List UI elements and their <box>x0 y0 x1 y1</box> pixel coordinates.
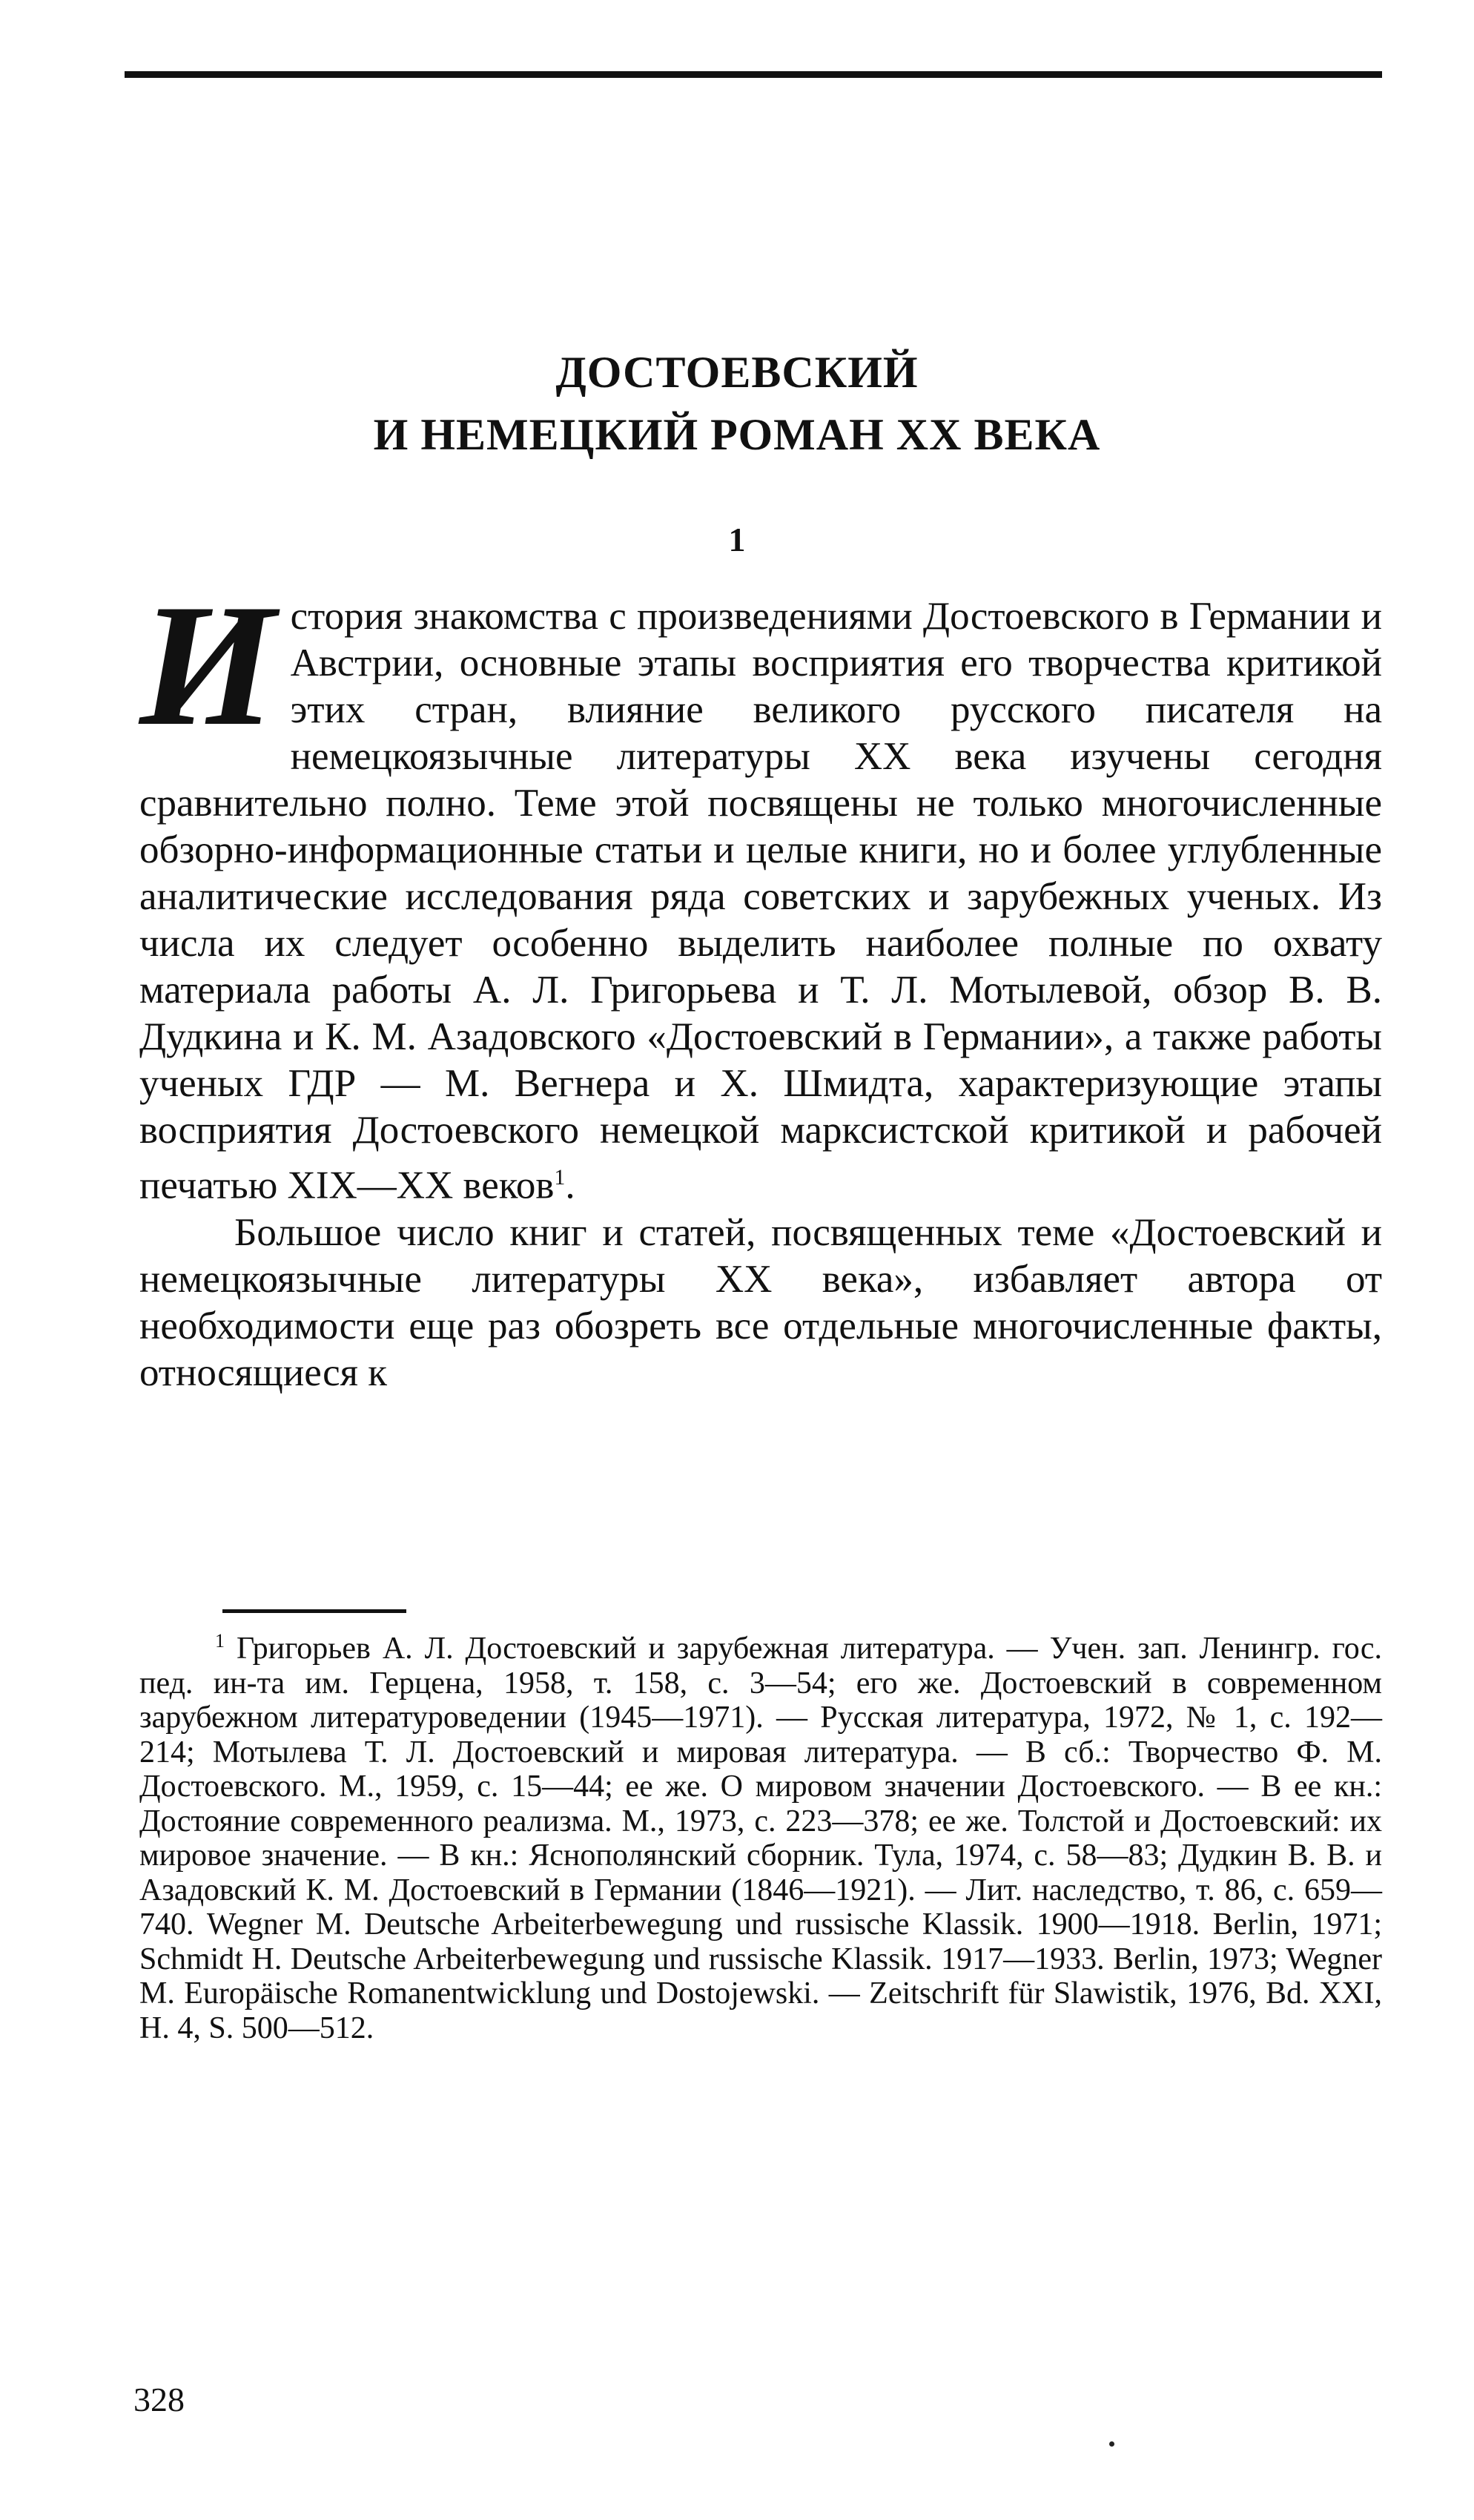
paragraph-1-text: стория знакомства с произведениями Достоевского в Германии и Австрии, основные этапы восприятия его творчества критикой этих стран, влияние великого русского писателя на немецкоязычные литературы XX века изучены сегодня сравнительно полно. Теме этой посвящены не только многочисленные обзорно-информационные статьи и целые книги, но и более углубленные аналитические исследования ряда советских и зарубежных ученых. Из числа их следует особенно выделить наиболее полные по охвату материала работы А. Л. Григорьева и Т. Л. Мотылевой, обзор В. В. Дудкина и К. М. Азадовского «Достоевский в Германии», а также работы ученых ГДР — М. Вегнера и Х. Шмидта, характеризующие этапы восприятия Достоевского немецкой марксистской критикой и рабочей печатью XIX—XX веков <box>139 595 1382 1207</box>
footnote-1 <box>139 1624 1382 2045</box>
footnote-reference: 1 <box>554 1165 566 1190</box>
footnote-text: Григорьев А. Л. Достоевский и зарубежная литература. — Учен. зап. Ленингр. гос. пед. ин-та им. Герцена, 1958, т. 158, с. 3—54; его же. Достоевский в современном зарубежном литературоведении (1945—1971). — Русская литература, 1972, № 1, с. 192—214; Мотылева Т. Л. Достоевский и мировая литература. — В сб.: Творчество Ф. М. Достоевского. М., 1959, с. 15—44; ее же. О мировом значении Достоевского. — В ее кн.: Достояние современного реализма. М., 1973, с. 223—378; ее же. Толстой и Достоевский: их мировое значение. — В кн.: Яснополянский сборник. Тула, 1974, с. 58—83; Дудкин В. В. и Азадовский К. М. Достоевский в Германии (1846—1921). — Лит. наследство, т. 86, с. 659—740. Wegner M. Deutsche Arbeiterbewegung und russische Klassik. 1900—1918. Berlin, 1971; Schmidt H. Deutsche Arbeiterbewegung und russische Klassik. 1917—1933. Berlin, 1973; Wegner M. Europäische Romanentwicklung und Dostojewski. — Zeitschrift für Slawistik, 1976, Bd. XXI, H. 4, S. 500—512. <box>139 1632 1382 2045</box>
drop-cap: И <box>139 569 276 762</box>
chapter-title <box>0 341 1474 466</box>
top-rule <box>125 71 1382 78</box>
title-line-2: И НЕМЕЦКИЙ РОМАН XX ВЕКА <box>373 410 1101 459</box>
print-speck <box>1109 2441 1114 2447</box>
footnote-marker: 1 <box>215 1630 225 1652</box>
paragraph-2: Большое число книг и статей, посвященных теме «Достоевский и немецкоязычные литературы XX века», избавляет автора от необходимости еще раз обозреть все отдельные многочисленные факты, относящиеся к <box>139 1210 1382 1394</box>
page-number: 328 <box>133 2381 185 2418</box>
section-number: 1 <box>728 521 746 558</box>
paragraph-1-end: . <box>565 1164 575 1207</box>
paragraph-1 <box>139 569 1382 1210</box>
footnote <box>139 1624 1382 2045</box>
body-text <box>139 569 1382 1396</box>
footnote-rule <box>222 1609 406 1613</box>
title-line-1: ДОСТОЕВСКИЙ <box>555 348 919 397</box>
